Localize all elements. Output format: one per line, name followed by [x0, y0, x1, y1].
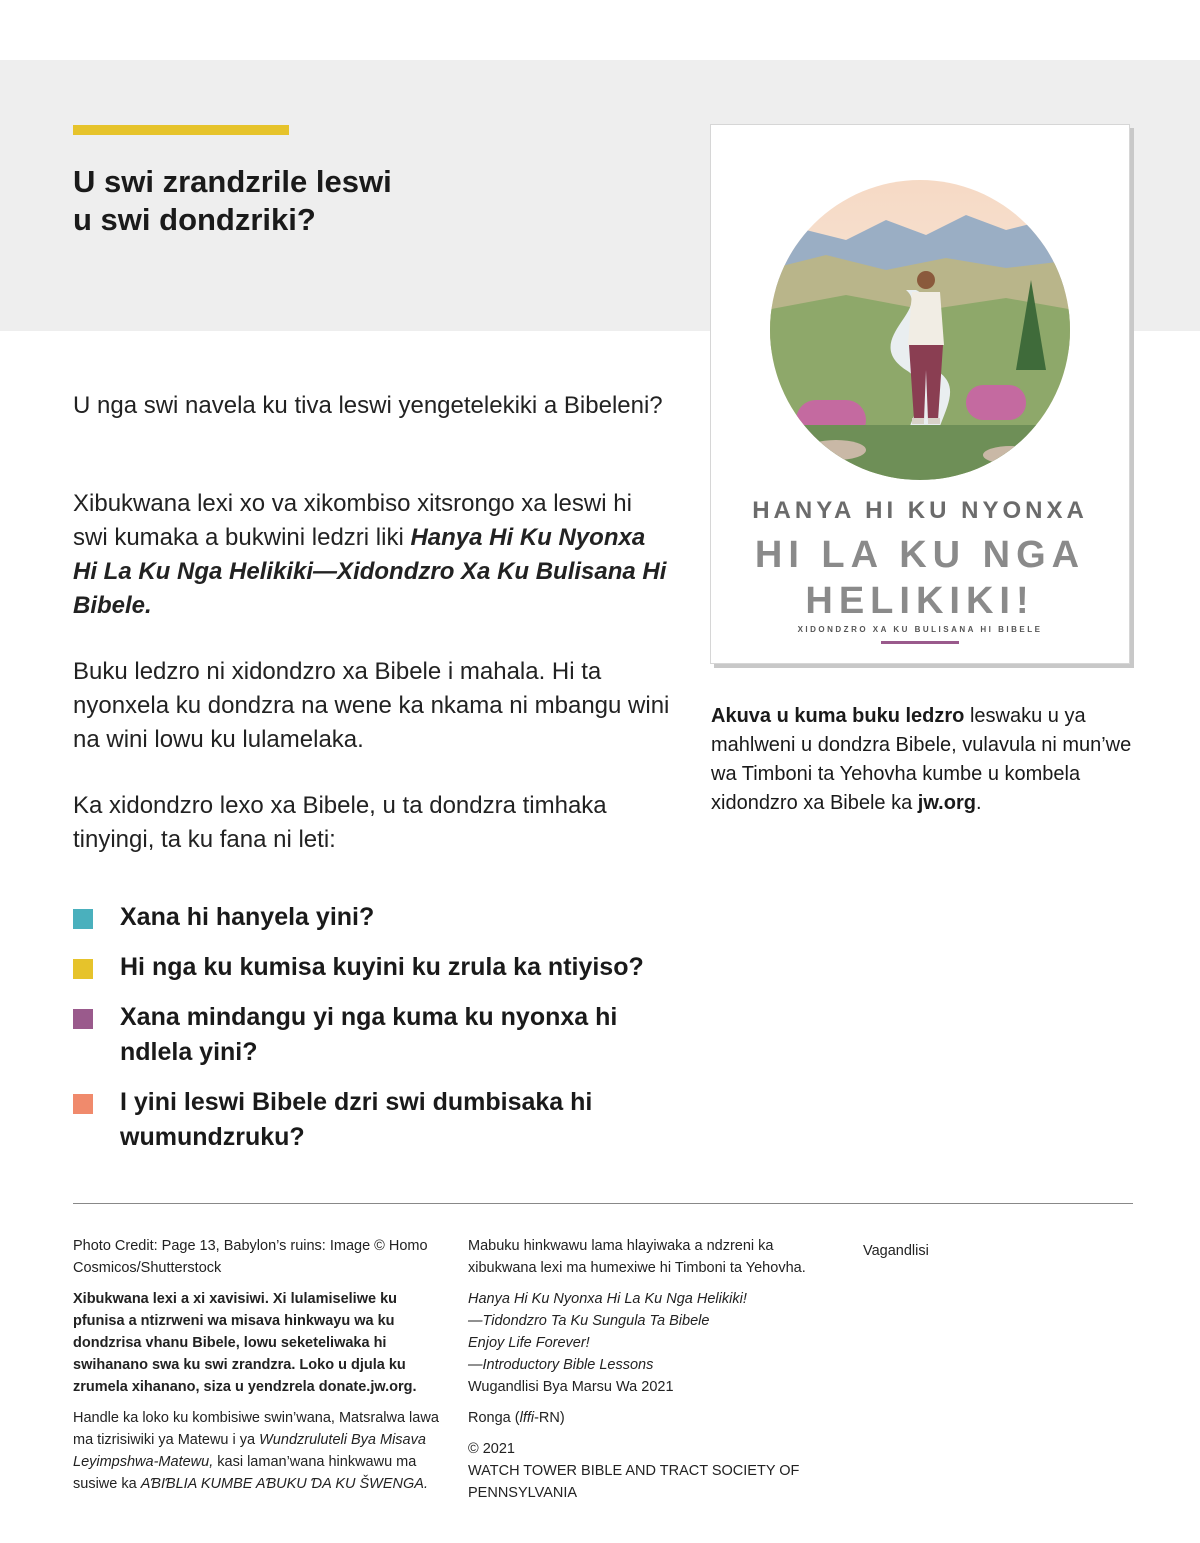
publishers-label: Vagandlisi — [863, 1243, 929, 1259]
footer-divider — [73, 1203, 1133, 1204]
list-item: Hi nga ku kumisa kuyini ku zrula ka ntiyiso? — [73, 950, 693, 985]
scripture-notice: Handle ka loko ku kombisiwe swin’wana, Matsralwa lawa ma tizrisiwiki ya Matewu i ya Wundzruluteli Bya Misava Leyimpshwa-Matewu, kasi laman’wana hinkwawu ma susiwe ka AƁIƁLIA KUMBE AƁUKU ƊA KU ŠWENGA. — [73, 1410, 439, 1492]
cover-illustration-icon — [766, 170, 1074, 490]
footer-column-3 — [863, 1240, 1113, 1271]
list-item: Xana mindangu yi nga kuma ku nyonxa hi ndlela yini? — [73, 1000, 640, 1070]
photo-credit: Photo Credit: Page 13, Babylon’s ruins: Image © Homo Cosmicos/Shutterstock — [73, 1238, 428, 1276]
website-link[interactable]: jw.org — [917, 792, 976, 814]
yellow-square-bullet-icon — [73, 959, 93, 979]
book-description-paragraph: Xibukwana lexi xo va xikombiso xitsrongo xa leswi hi swi kumaka a bukwini ledzri liki Hanya Hi Ku Nyonxa Hi La Ku Nga Helikiki—Xidondzro Xa Ku Bulisana Hi Bibele. — [73, 490, 667, 619]
coral-square-bullet-icon — [73, 1094, 93, 1114]
purple-square-bullet-icon — [73, 1009, 93, 1029]
publisher-note: Mabuku hinkwawu lama hlayiwaka a ndzreni ka xibukwana lexi ma humexiwe hi Timboni ta Yehovha. — [468, 1238, 806, 1276]
footer-column-2 — [468, 1235, 843, 1513]
teal-square-bullet-icon — [73, 909, 93, 929]
topics-intro-paragraph: Ka xidondzro lexo xa Bibele, u ta dondzra timhaka tinyingi, ta ku fana ni leti: — [73, 792, 607, 853]
list-item: I yini leswi Bibele dzri swi dumbisaka hi wumundzruku? — [73, 1085, 640, 1155]
title-list: Hanya Hi Ku Nyonxa Hi La Ku Nga Helikiki! —Tidondzro Ta Ku Sungula Ta Bibele Enjoy Life Forever! —Introductory Bible Lessons Wugandlisi Bya Marsu Wa 2021 — [468, 1291, 747, 1395]
list-item: Xana hi hanyela yini? — [73, 900, 693, 935]
book-cover — [710, 124, 1130, 664]
language-code: Ronga (lffi-RN) — [468, 1410, 565, 1426]
copyright: © 2021 WATCH TOWER BIBLE AND TRACT SOCIETY OF PENNSYLVANIA — [468, 1441, 800, 1501]
free-study-paragraph: Buku ledzro ni xidondzro xa Bibele i mahala. Hi ta nyonxela ku dondzra na wene ka nkama ni mbangu wini na wini lowu ku lulamelaka. — [73, 658, 670, 753]
intro-paragraph: U nga swi navela ku tiva leswi yengetelekiki a Bibeleni? — [73, 392, 663, 419]
question-list — [73, 900, 693, 1170]
cover-subtitle: XIDONDZRO XA KU BULISANA HI BIBELE — [797, 625, 1043, 634]
accent-bar — [73, 125, 289, 135]
cover-title-main: HI LA KU NGA HELIKIKI! — [754, 534, 1086, 622]
page-title: U swi zrandzrile leswi u swi dondzriki? — [73, 164, 392, 237]
get-book-text: Akuva u kuma buku ledzro leswaku u ya mahlweni u dondzra Bibele, vulavula ni mun’we wa Timboni ta Yehovha kumbe u kombela xidondzro xa Bibele ka jw.org. — [711, 705, 1132, 814]
cover-divider — [881, 641, 959, 644]
donation-notice: Xibukwana lexi a xi xavisiwi. Xi lulamiseliwe ku pfunisa a ntizrweni wa misava hinkwayu wa ku dondzrisa vhanu Bibele, lowu seketeliwaka hi swihanano swa ku swi zrandzra. Loko u djula ku zrumela xihanano, siza u yendzrela donate.jw.org. — [73, 1291, 417, 1395]
cover-title-top: HANYA HI KU NYONXA — [752, 497, 1088, 524]
book-title: Hanya Hi Ku Nyonxa Hi La Ku Nga Helikiki—Xidondzro Xa Ku Bulisana Hi Bibele. — [73, 524, 667, 619]
footer-column-1 — [73, 1235, 448, 1504]
